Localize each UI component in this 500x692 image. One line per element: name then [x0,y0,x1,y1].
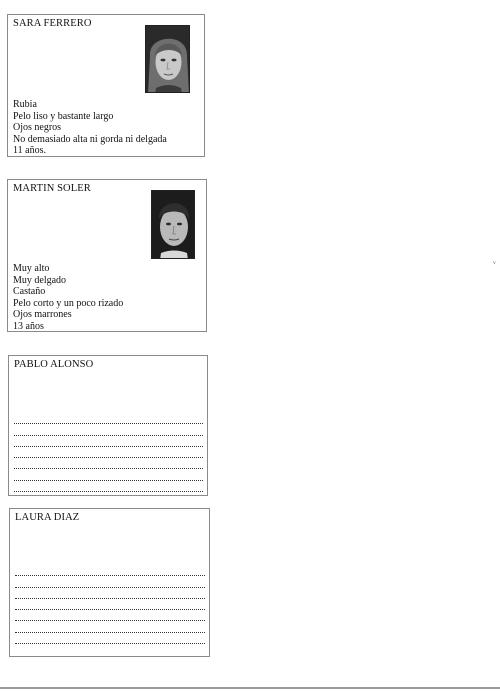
dotted-writing-line[interactable] [15,576,205,587]
card-name: SARA FERRERO [13,18,92,29]
description-list [13,263,123,332]
dotted-writing-line[interactable] [14,447,203,458]
scan-mark: ᵥ [493,255,496,265]
card-martin-soler [7,179,207,332]
description-line: Ojos marrones [13,309,72,320]
dotted-writing-line[interactable] [15,588,205,599]
dotted-writing-line[interactable] [15,565,205,576]
card-sara-ferrero [7,14,205,157]
description-line: 13 años [13,320,44,332]
dotted-writing-line[interactable] [14,458,203,469]
portrait-photo [151,190,195,259]
description-line: Pelo liso y bastante largo [13,110,114,122]
card-pablo-alonso [8,355,208,496]
dotted-writing-line[interactable] [15,599,205,610]
dotted-writing-line[interactable] [15,610,205,621]
description-list [13,99,167,157]
card-laura-diaz [9,508,210,657]
dotted-writing-line[interactable] [15,633,205,644]
description-line: 11 años. [13,145,46,156]
dotted-writing-line[interactable] [14,481,203,492]
writing-lines [15,565,205,644]
dotted-writing-line[interactable] [14,424,203,435]
page-bottom-rule [0,687,500,689]
dotted-writing-line[interactable] [14,413,203,424]
description-line: Muy alto [13,263,50,274]
portrait-photo [145,25,190,93]
description-line: Muy delgado [13,274,67,286]
description-line: No demasiado alta ni gorda ni delgada [13,133,167,145]
card-name: MARTIN SOLER [13,183,91,194]
description-line: Rubia [13,99,37,110]
dotted-writing-line[interactable] [14,469,203,480]
description-line: Ojos negros [13,122,62,133]
writing-lines [14,413,203,492]
description-line: Castaño [13,286,46,297]
dotted-writing-line[interactable] [15,621,205,632]
card-name: PABLO ALONSO [14,359,94,370]
card-name: LAURA DIAZ [15,512,80,523]
description-line: Pelo corto y un poco rizado [13,297,124,309]
dotted-writing-line[interactable] [14,436,203,447]
